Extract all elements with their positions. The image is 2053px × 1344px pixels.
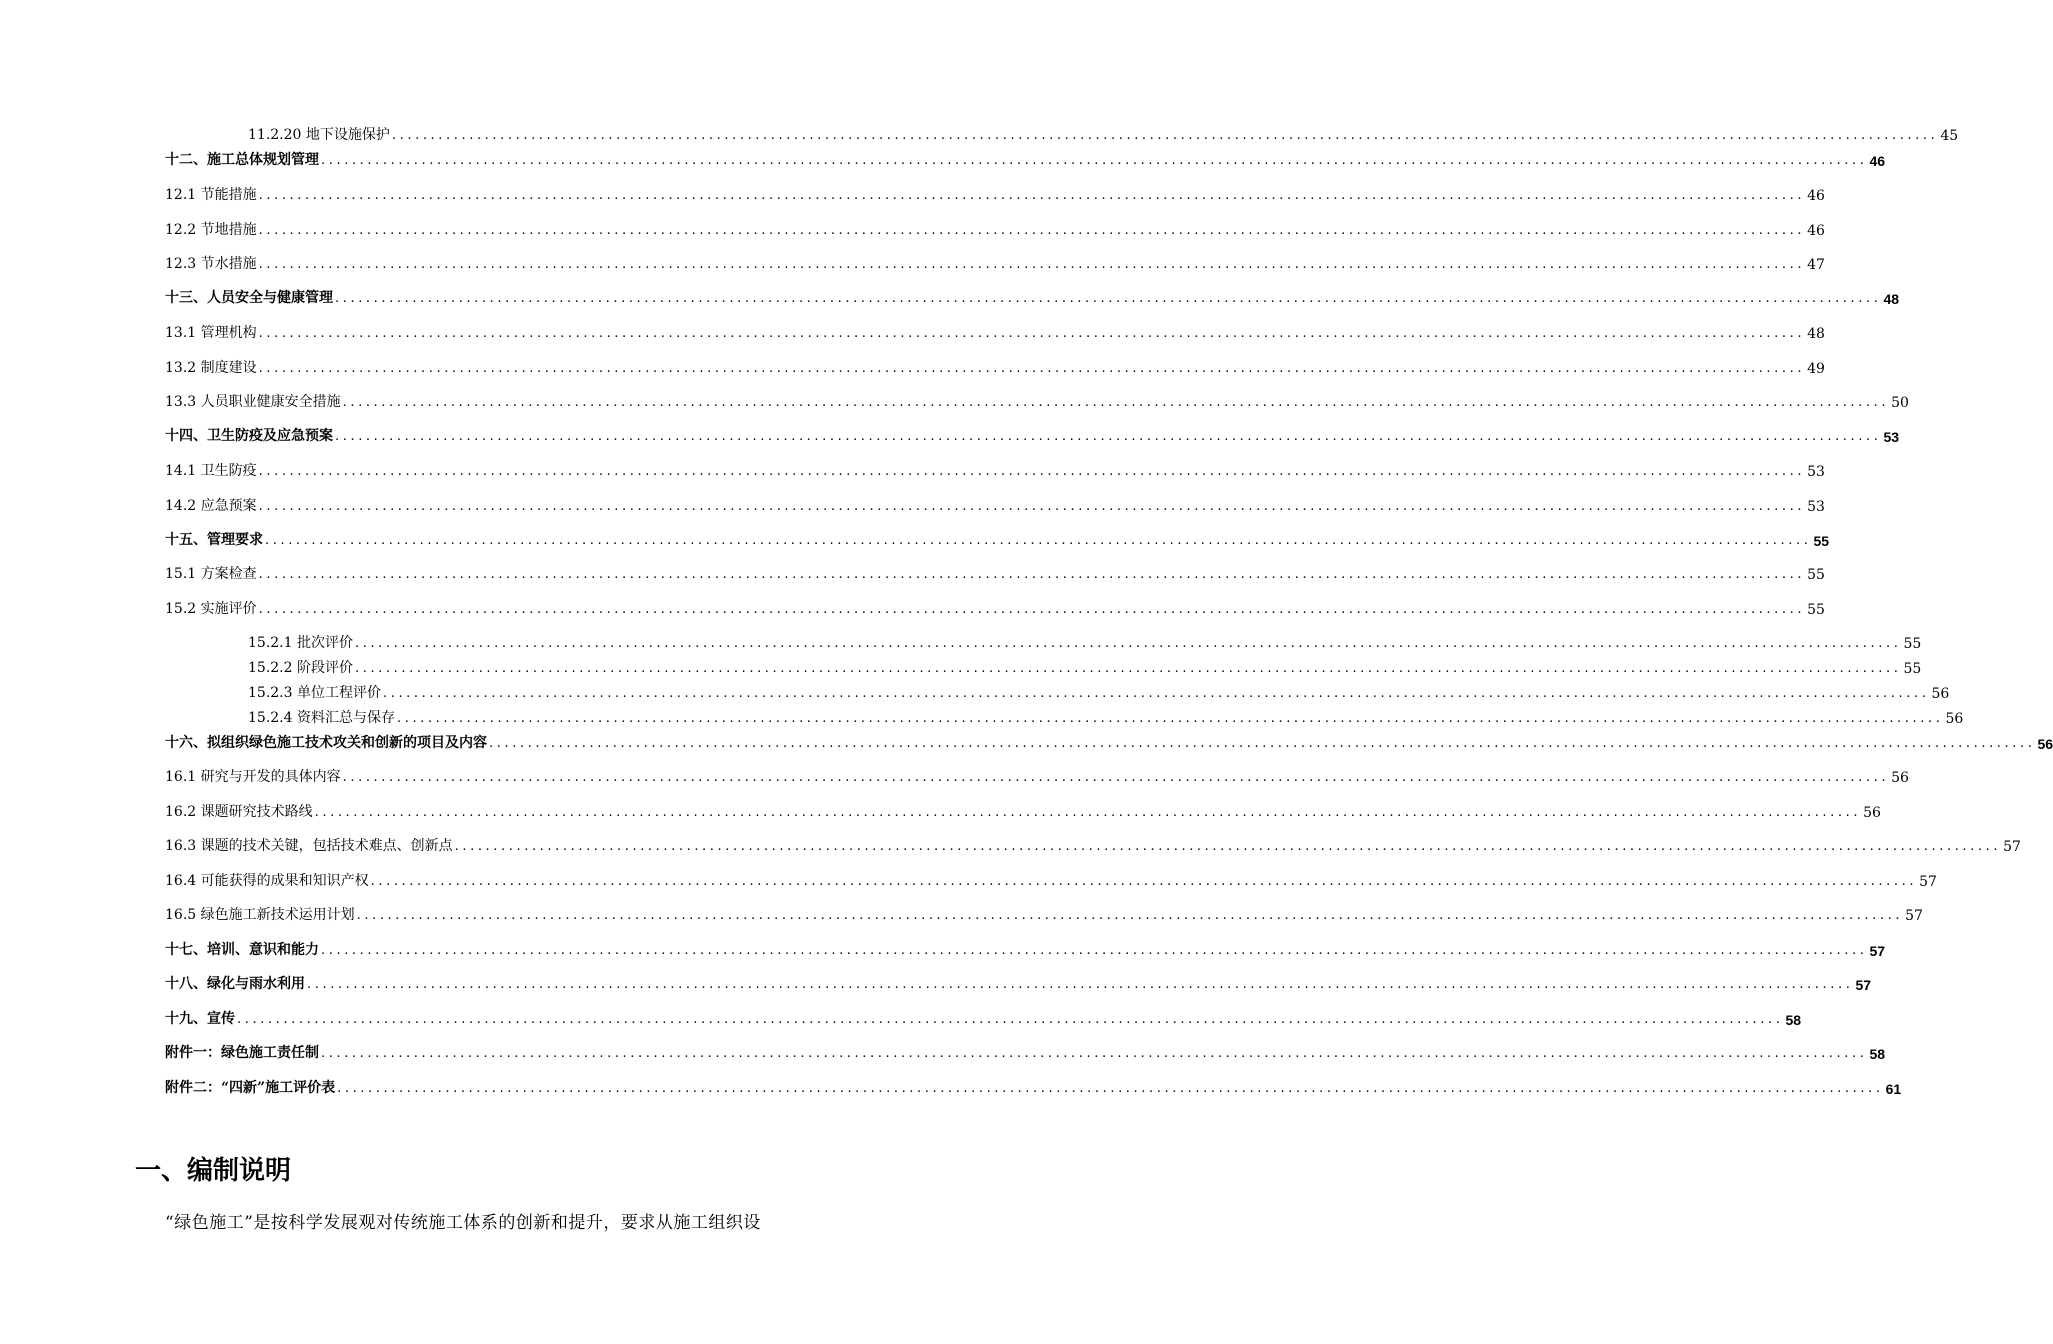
toc-entry-title: 16.5 绿色施工新技术运用计划 [165, 907, 355, 923]
toc-dot-leader: ........................................................................................................................................................................................................ [342, 770, 1890, 785]
toc-dot-leader: ........................................................................................................................................................................................................ [258, 567, 1806, 582]
toc-dot-leader: ........................................................................................................................................................................................................ [265, 533, 1812, 548]
toc-entry[interactable] [165, 389, 1909, 411]
toc-entry-title: 16.3 课题的技术关键，包括技术难点、创新点 [165, 838, 453, 854]
toc-dot-leader: ........................................................................................................................................................................................................ [258, 499, 1806, 514]
toc-entry-page: 49 [1807, 361, 1825, 377]
toc-dot-leader: ........................................................................................................................................................................................................ [354, 636, 1902, 651]
section-heading: 一、编制说明 [135, 1156, 292, 1186]
toc-entry-page: 61 [1885, 1081, 1902, 1097]
toc-entry[interactable] [165, 799, 1881, 821]
toc-entry-title: 十五、管理要求 [165, 532, 263, 548]
toc-entry[interactable] [165, 355, 1825, 377]
toc-entry[interactable] [248, 122, 1959, 144]
toc-entry[interactable] [165, 561, 1825, 583]
toc-entry[interactable] [165, 833, 2021, 855]
toc-entry-title: 15.1 方案检查 [165, 566, 257, 582]
toc-entry-page: 46 [1807, 188, 1825, 204]
toc-entry-page: 46 [1869, 153, 1886, 169]
toc-entry-page: 56 [1945, 711, 1964, 727]
toc-entry-title: 15.2 实施评价 [165, 601, 257, 617]
toc-entry-page: 55 [1903, 661, 1922, 677]
toc-dot-leader: ........................................................................................................................................................................................................ [337, 1081, 1884, 1096]
toc-dot-leader: ........................................................................................................................................................................................................ [396, 711, 1944, 726]
toc-dot-leader: ........................................................................................................................................................................................................ [354, 661, 1902, 676]
toc-entry[interactable] [165, 868, 1937, 890]
toc-dot-leader: ........................................................................................................................................................................................................ [258, 464, 1806, 479]
toc-entry-title: 附件一：绿色施工责任制 [165, 1045, 319, 1061]
toc-entry-page: 57 [1905, 908, 1923, 924]
toc-dot-leader: ........................................................................................................................................................................................................ [335, 291, 1882, 306]
toc-entry-title: 十九、宣传 [165, 1011, 235, 1027]
toc-entry-title: 十二、施工总体规划管理 [165, 152, 319, 168]
toc-entry[interactable] [165, 493, 1825, 515]
toc-entry[interactable] [165, 902, 1923, 924]
toc-entry-page: 56 [1863, 805, 1881, 821]
toc-entry-page: 55 [1903, 636, 1922, 652]
toc-entry-title: 13.3 人员职业健康安全措施 [165, 394, 341, 410]
toc-entry[interactable] [248, 680, 1950, 702]
toc-entry-title: 12.1 节能措施 [165, 187, 257, 203]
toc-entry-page: 50 [1891, 395, 1909, 411]
toc-entry-page: 57 [1919, 874, 1937, 890]
toc-entry-title: 15.2.2 阶段评价 [248, 660, 353, 676]
toc-dot-leader: ........................................................................................................................................................................................................ [335, 429, 1882, 444]
toc-entry-title: 十四、卫生防疫及应急预案 [165, 428, 333, 444]
toc-dot-leader: ........................................................................................................................................................................................................ [342, 395, 1890, 410]
toc-entry-title: 15.2.3 单位工程评价 [248, 685, 381, 701]
toc-entry[interactable] [165, 937, 1886, 959]
toc-entry[interactable] [165, 596, 1825, 618]
toc-entry[interactable] [165, 730, 2053, 752]
toc-entry-title: 12.2 节地措施 [165, 222, 257, 238]
toc-entry[interactable] [165, 527, 1830, 549]
toc-entry-page: 48 [1807, 326, 1825, 342]
toc-entry-page: 46 [1807, 223, 1825, 239]
toc-entry[interactable] [165, 458, 1825, 480]
toc-entry-page: 56 [2037, 736, 2053, 752]
toc-dot-leader: ........................................................................................................................................................................................................ [321, 153, 1868, 168]
toc-entry[interactable] [165, 285, 1900, 307]
toc-dot-leader: ........................................................................................................................................................................................................ [237, 1012, 1784, 1027]
toc-entry[interactable] [165, 423, 1900, 445]
toc-entry-page: 48 [1883, 291, 1900, 307]
toc-entry-page: 56 [1891, 770, 1909, 786]
toc-dot-leader: ........................................................................................................................................................................................................ [258, 188, 1806, 203]
toc-entry-title: 13.1 管理机构 [165, 325, 257, 341]
toc-entry[interactable] [165, 217, 1825, 239]
toc-entry[interactable] [165, 182, 1825, 204]
toc-dot-leader: ........................................................................................................................................................................................................ [356, 908, 1904, 923]
body-paragraph: “绿色施工”是按科学发展观对传统施工体系的创新和提升，要求从施工组织设 [165, 1213, 761, 1233]
toc-entry-title: 13.2 制度建设 [165, 360, 257, 376]
toc-entry[interactable] [248, 705, 1964, 727]
toc-dot-leader: ........................................................................................................................................................................................................ [382, 686, 1930, 701]
toc-entry-page: 55 [1813, 533, 1830, 549]
toc-entry[interactable] [248, 655, 1922, 677]
toc-entry-title: 16.1 研究与开发的具体内容 [165, 769, 341, 785]
toc-entry-title: 15.2.4 资料汇总与保存 [248, 710, 395, 726]
toc-entry-title: 十六、拟组织绿色施工技术攻关和创新的项目及内容 [165, 735, 487, 751]
toc-dot-leader: ........................................................................................................................................................................................................ [258, 602, 1806, 617]
toc-dot-leader: ........................................................................................................................................................................................................ [489, 736, 2036, 751]
toc-entry-page: 56 [1931, 686, 1950, 702]
toc-entry-page: 53 [1883, 429, 1900, 445]
toc-entry[interactable] [165, 147, 1886, 169]
toc-entry[interactable] [165, 1075, 1902, 1097]
toc-dot-leader: ........................................................................................................................................................................................................ [258, 326, 1806, 341]
toc-entry-title: 十八、绿化与雨水利用 [165, 976, 305, 992]
toc-entry-title: 14.1 卫生防疫 [165, 463, 257, 479]
toc-dot-leader: ........................................................................................................................................................................................................ [321, 943, 1868, 958]
toc-dot-leader: ........................................................................................................................................................................................................ [258, 361, 1806, 376]
toc-entry-title: 12.3 节水措施 [165, 256, 257, 272]
toc-entry[interactable] [165, 971, 1872, 993]
toc-entry[interactable] [165, 1006, 1802, 1028]
toc-entry-page: 53 [1807, 464, 1825, 480]
toc-entry-page: 53 [1807, 499, 1825, 515]
toc-entry-page: 57 [1855, 977, 1872, 993]
toc-entry[interactable] [165, 764, 1909, 786]
toc-entry-title: 十七、培训、意识和能力 [165, 942, 319, 958]
toc-entry-page: 57 [1869, 943, 1886, 959]
toc-entry-page: 47 [1807, 257, 1825, 273]
toc-entry-page: 57 [2003, 839, 2021, 855]
toc-entry-title: 15.2.1 批次评价 [248, 635, 353, 651]
toc-entry-title: 14.2 应急预案 [165, 498, 257, 514]
toc-entry[interactable] [165, 320, 1825, 342]
toc-dot-leader: ........................................................................................................................................................................................................ [258, 257, 1806, 272]
toc-entry[interactable] [165, 1040, 1886, 1062]
toc-dot-leader: ........................................................................................................................................................................................................ [307, 977, 1854, 992]
toc-entry-title: 16.4 可能获得的成果和知识产权 [165, 873, 369, 889]
toc-dot-leader: ........................................................................................................................................................................................................ [258, 223, 1806, 238]
toc-entry-page: 55 [1807, 602, 1825, 618]
toc-entry-page: 58 [1869, 1046, 1886, 1062]
toc-entry-title: 16.2 课题研究技术路线 [165, 804, 313, 820]
toc-dot-leader: ........................................................................................................................................................................................................ [314, 805, 1862, 820]
toc-dot-leader: ........................................................................................................................................................................................................ [370, 874, 1918, 889]
toc-entry-page: 45 [1940, 128, 1959, 144]
toc-entry-title: 11.2.20 地下设施保护 [248, 127, 390, 143]
toc-dot-leader: ........................................................................................................................................................................................................ [321, 1046, 1868, 1061]
toc-entry[interactable] [165, 251, 1825, 273]
toc-entry-title: 十三、人员安全与健康管理 [165, 290, 333, 306]
toc-entry-page: 58 [1785, 1012, 1802, 1028]
toc-dot-leader: ........................................................................................................................................................................................................ [454, 839, 2002, 854]
toc-entry[interactable] [248, 630, 1922, 652]
toc-dot-leader: ........................................................................................................................................................................................................ [391, 128, 1939, 143]
toc-entry-title: 附件二：“四新”施工评价表 [165, 1080, 336, 1096]
toc-entry-page: 55 [1807, 567, 1825, 583]
